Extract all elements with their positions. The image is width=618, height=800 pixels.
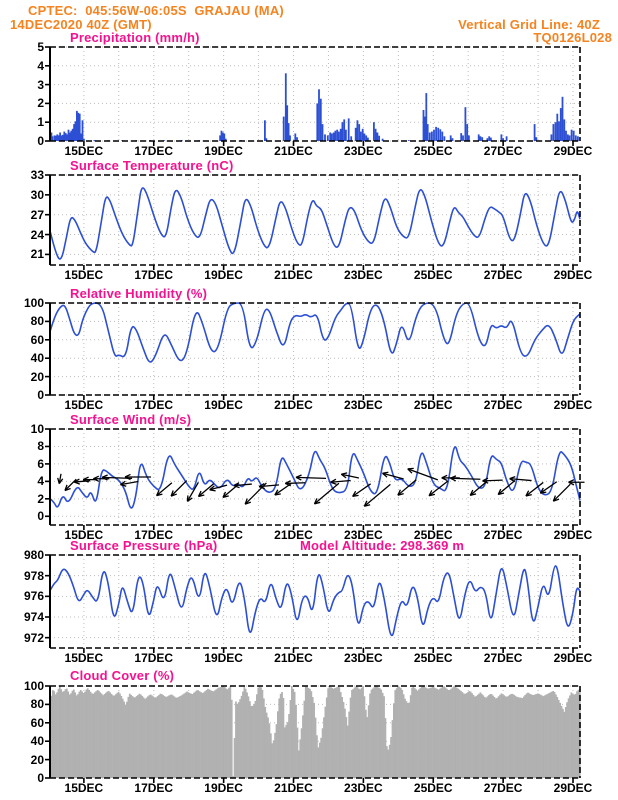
precip-bar bbox=[444, 136, 446, 141]
precip-bar bbox=[562, 97, 564, 141]
x-tick-label: 19DEC bbox=[204, 398, 243, 412]
x-tick-label: 29DEC bbox=[553, 144, 593, 158]
x-tick-label: 17DEC bbox=[134, 398, 174, 412]
precip-bar bbox=[480, 136, 482, 141]
run-id: TQ0126L028 bbox=[533, 30, 612, 45]
precip-bar bbox=[322, 124, 324, 141]
wind-arrow bbox=[429, 481, 448, 496]
x-tick-label: 21DEC bbox=[274, 781, 313, 795]
panel-title-cloud-cover: Cloud Cover (%) bbox=[70, 668, 175, 683]
precip-bar bbox=[468, 135, 470, 141]
x-tick-label: 19DEC bbox=[204, 528, 243, 542]
precip-bar bbox=[462, 135, 464, 141]
precip-bar bbox=[551, 134, 553, 141]
precip-bar bbox=[336, 130, 338, 141]
x-tick-label: 21DEC bbox=[274, 651, 313, 665]
x-tick-label: 21DEC bbox=[274, 528, 313, 542]
y-tick-label: 5 bbox=[37, 40, 44, 54]
precip-bar bbox=[320, 99, 322, 141]
precip-bar bbox=[431, 132, 433, 141]
wind-arrow bbox=[408, 469, 438, 480]
wind-arrow bbox=[353, 484, 371, 497]
y-tick-label: 4 bbox=[37, 474, 44, 489]
x-tick-label: 27DEC bbox=[483, 651, 523, 665]
y-tick-label: 40 bbox=[30, 734, 44, 749]
x-tick-label: 15DEC bbox=[64, 651, 104, 665]
panel-title-precipitation: Precipitation (mm/h) bbox=[70, 30, 200, 45]
y-tick-label: 24 bbox=[30, 227, 44, 242]
y-tick-label: 0 bbox=[37, 509, 44, 524]
x-tick-label: 15DEC bbox=[64, 144, 104, 158]
y-tick-label: 100 bbox=[23, 679, 44, 693]
precip-bar bbox=[450, 135, 452, 141]
precip-bar bbox=[335, 131, 337, 141]
y-tick-label: 27 bbox=[30, 207, 44, 222]
x-tick-label: 15DEC bbox=[64, 781, 104, 795]
precip-bar bbox=[408, 140, 410, 141]
y-tick-label: 80 bbox=[30, 314, 44, 329]
precip-bar bbox=[433, 130, 435, 141]
precip-bar bbox=[465, 107, 467, 141]
station-header: CPTEC: 045:56W-06:05S GRAJAU (MA) bbox=[28, 3, 284, 18]
x-tick-label: 25DEC bbox=[413, 144, 453, 158]
precip-bar bbox=[488, 136, 490, 141]
precip-bar bbox=[355, 128, 357, 141]
x-tick-label: 19DEC bbox=[204, 781, 243, 795]
wind-arrow bbox=[498, 480, 515, 494]
precip-bar bbox=[435, 127, 437, 141]
x-tick-label: 25DEC bbox=[413, 781, 453, 795]
precip-bar bbox=[560, 108, 562, 141]
wind-arrow bbox=[553, 484, 570, 501]
wind-arrowhead bbox=[187, 495, 188, 501]
precip-bar bbox=[534, 124, 536, 141]
precip-bar bbox=[318, 89, 320, 141]
model-altitude-note: Model Altitude: 298.369 m bbox=[300, 538, 465, 553]
precip-bar bbox=[338, 132, 340, 141]
wind-arrowhead bbox=[210, 490, 216, 491]
y-tick-label: 6 bbox=[37, 456, 44, 471]
wind-arrowhead bbox=[58, 478, 60, 484]
y-tick-label: 3 bbox=[37, 77, 44, 92]
y-tick-label: 20 bbox=[30, 752, 44, 767]
run-datetime: 14DEC2020 40Z (GMT) bbox=[10, 17, 152, 32]
y-tick-label: 2 bbox=[37, 491, 44, 506]
precip-bar bbox=[333, 133, 335, 142]
precip-bar bbox=[82, 120, 84, 141]
x-tick-label: 23DEC bbox=[344, 528, 383, 542]
humidity-plot bbox=[50, 303, 580, 395]
precip-bar bbox=[316, 103, 318, 141]
x-tick-label: 17DEC bbox=[134, 268, 174, 282]
precip-bar bbox=[357, 120, 359, 141]
x-tick-label: 29DEC bbox=[553, 781, 593, 795]
y-tick-label: 0 bbox=[37, 134, 44, 148]
cloud-cover-plot bbox=[50, 686, 580, 778]
pressure-plot bbox=[50, 555, 580, 648]
wind-arrow bbox=[171, 481, 187, 497]
precip-bar bbox=[264, 120, 266, 141]
x-tick-label: 27DEC bbox=[483, 144, 523, 158]
temperature-plot bbox=[50, 175, 580, 265]
precip-bar bbox=[360, 132, 362, 141]
y-tick-label: 21 bbox=[30, 247, 44, 262]
y-tick-label: 8 bbox=[37, 439, 44, 454]
precip-bar bbox=[478, 134, 480, 141]
x-tick-label: 29DEC bbox=[553, 398, 593, 412]
precip-bar bbox=[441, 132, 443, 141]
precip-bar bbox=[558, 121, 560, 141]
x-tick-label: 29DEC bbox=[553, 268, 593, 282]
precip-bar bbox=[553, 124, 555, 141]
y-tick-label: 978 bbox=[23, 568, 44, 583]
x-tick-label: 23DEC bbox=[344, 651, 383, 665]
y-tick-label: 60 bbox=[30, 715, 44, 730]
wind-arrow bbox=[483, 480, 503, 481]
x-tick-label: 21DEC bbox=[274, 144, 313, 158]
y-tick-label: 40 bbox=[30, 351, 44, 366]
y-tick-label: 980 bbox=[23, 548, 44, 562]
wind-arrow bbox=[398, 480, 416, 495]
wind-arrowhead bbox=[120, 485, 126, 487]
precip-bar bbox=[340, 129, 342, 141]
y-tick-label: 1 bbox=[37, 115, 44, 130]
precip-bar bbox=[571, 130, 573, 141]
y-tick-label: 2 bbox=[37, 96, 44, 111]
x-tick-label: 29DEC bbox=[553, 651, 593, 665]
panel-title-wind: Surface Wind (m/s) bbox=[70, 412, 192, 427]
wind-arrowhead bbox=[382, 472, 388, 473]
grid-line-note: Vertical Grid Line: 40Z bbox=[458, 17, 600, 32]
precip-bar bbox=[324, 134, 326, 141]
x-tick-label: 17DEC bbox=[134, 144, 174, 158]
x-tick-label: 29DEC bbox=[553, 528, 593, 542]
wind-arrow bbox=[314, 483, 339, 504]
precip-bar bbox=[342, 122, 344, 141]
panel-title-pressure: Surface Pressure (hPa) bbox=[70, 538, 218, 553]
precip-bar bbox=[348, 118, 350, 141]
x-tick-label: 19DEC bbox=[204, 144, 243, 158]
x-tick-label: 15DEC bbox=[64, 268, 104, 282]
x-tick-label: 15DEC bbox=[64, 398, 104, 412]
precip-bar bbox=[427, 124, 429, 141]
x-tick-label: 27DEC bbox=[483, 781, 523, 795]
y-tick-label: 60 bbox=[30, 332, 44, 347]
x-tick-label: 19DEC bbox=[204, 651, 243, 665]
precip-bar bbox=[283, 117, 285, 141]
precip-bar bbox=[556, 114, 558, 141]
precip-bar bbox=[377, 133, 379, 142]
precip-bar bbox=[364, 134, 366, 142]
wind-arrowhead bbox=[341, 473, 347, 474]
x-tick-label: 25DEC bbox=[413, 398, 453, 412]
precip-bar bbox=[573, 131, 575, 141]
precip-bar bbox=[555, 122, 557, 141]
precip-bar bbox=[569, 135, 571, 141]
y-tick-label: 0 bbox=[37, 771, 44, 785]
wind-plot bbox=[50, 429, 580, 525]
series-line bbox=[50, 566, 580, 636]
series-line bbox=[50, 188, 580, 259]
precip-bar bbox=[567, 134, 569, 141]
y-tick-label: 30 bbox=[30, 187, 44, 202]
wind-arrow bbox=[296, 477, 326, 478]
precip-bar bbox=[466, 124, 468, 141]
precip-bar bbox=[373, 122, 375, 141]
precip-bar bbox=[289, 135, 291, 141]
x-tick-label: 23DEC bbox=[344, 268, 383, 282]
precip-bar bbox=[327, 135, 329, 141]
x-tick-label: 23DEC bbox=[344, 144, 383, 158]
panel-title-temperature: Surface Temperature (nC) bbox=[70, 158, 234, 173]
wind-arrow bbox=[450, 478, 480, 479]
x-tick-label: 23DEC bbox=[344, 398, 383, 412]
y-tick-label: 100 bbox=[23, 296, 44, 310]
precip-bar bbox=[365, 135, 367, 141]
x-tick-label: 19DEC bbox=[204, 268, 243, 282]
wind-arrow bbox=[470, 481, 487, 495]
wind-arrow bbox=[285, 483, 305, 484]
precip-bar bbox=[358, 124, 360, 141]
precip-bar bbox=[565, 131, 567, 141]
y-tick-label: 80 bbox=[30, 697, 44, 712]
precip-bar bbox=[375, 129, 377, 141]
series-line bbox=[50, 303, 580, 362]
y-tick-label: 0 bbox=[37, 388, 44, 402]
precip-bar bbox=[331, 134, 333, 142]
x-tick-label: 25DEC bbox=[413, 651, 453, 665]
precip-bar bbox=[83, 139, 85, 141]
precip-bar bbox=[437, 128, 439, 141]
precip-bar bbox=[429, 133, 431, 142]
precip-bar bbox=[294, 134, 296, 142]
precip-bar bbox=[460, 133, 462, 141]
precip-bar bbox=[345, 130, 347, 141]
cloud-bar bbox=[231, 700, 233, 778]
x-tick-label: 17DEC bbox=[134, 528, 174, 542]
panel-title-humidity: Relative Humidity (%) bbox=[70, 286, 208, 301]
x-tick-label: 17DEC bbox=[134, 651, 174, 665]
y-tick-label: 4 bbox=[37, 58, 44, 73]
y-tick-label: 974 bbox=[23, 610, 44, 624]
precip-bar bbox=[575, 135, 577, 141]
y-tick-label: 972 bbox=[23, 630, 44, 645]
wind-arrowhead bbox=[408, 468, 414, 469]
wind-arrow bbox=[526, 482, 543, 496]
precip-bar bbox=[343, 119, 345, 141]
y-tick-label: 33 bbox=[30, 168, 44, 182]
x-tick-label: 17DEC bbox=[134, 781, 174, 795]
x-tick-label: 27DEC bbox=[483, 528, 523, 542]
x-tick-label: 25DEC bbox=[413, 528, 453, 542]
x-tick-label: 21DEC bbox=[274, 398, 313, 412]
precip-bar bbox=[501, 134, 503, 141]
y-tick-label: 976 bbox=[23, 589, 44, 604]
x-tick-label: 25DEC bbox=[413, 268, 453, 282]
x-tick-label: 27DEC bbox=[483, 398, 523, 412]
x-tick-label: 23DEC bbox=[344, 781, 383, 795]
precip-bar bbox=[329, 133, 331, 142]
precipitation-plot bbox=[50, 47, 580, 141]
y-tick-label: 10 bbox=[30, 422, 44, 436]
precip-bar bbox=[563, 119, 565, 141]
y-tick-label: 20 bbox=[30, 369, 44, 384]
x-tick-label: 15DEC bbox=[64, 528, 104, 542]
precip-bar bbox=[439, 129, 441, 141]
x-tick-label: 21DEC bbox=[274, 268, 313, 282]
x-tick-label: 27DEC bbox=[483, 268, 523, 282]
precip-bar bbox=[362, 129, 364, 141]
